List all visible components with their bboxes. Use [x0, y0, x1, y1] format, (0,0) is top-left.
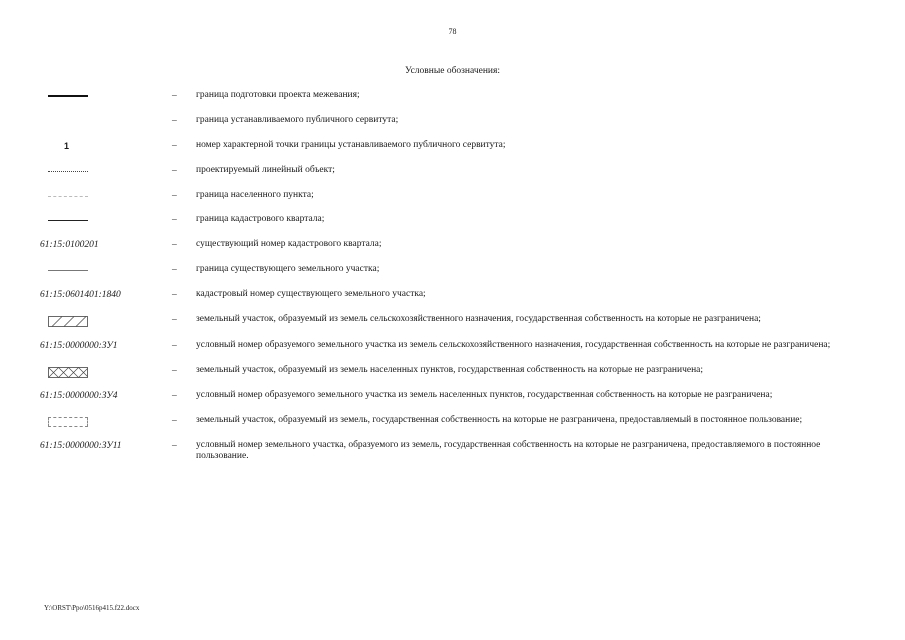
legend-description: условный номер образуемого земельного участка из земель сельскохозяйственного назначения, государственная собственность на которые не разграничена; [196, 340, 831, 350]
legend-dash: – [172, 265, 177, 275]
thick-solid-line-icon [48, 95, 88, 97]
legend-description: кадастровый номер существующего земельного участка; [196, 289, 426, 299]
legend-row-public-servitude [0, 115, 905, 139]
legend-row-settlement-boundary [0, 190, 905, 214]
legend-dash: – [172, 416, 177, 426]
legend-row-settlement-plot-number [0, 390, 905, 414]
legend-description: граница населенного пункта; [196, 190, 314, 200]
legend-dash: – [172, 141, 177, 151]
legend-description: земельный участок, образуемый из земель населенных пунктов, государственная собственность на которые не разграничена; [196, 365, 704, 375]
zu4-symbol: 61:15:0000000:ЗУ4 [40, 391, 118, 401]
page-number: 78 [448, 27, 457, 36]
legend-row-boundary-project [0, 90, 905, 114]
cross-hatch-icon [48, 367, 88, 378]
dashed-rectangle-icon [48, 417, 88, 427]
legend-title-text: Условные обозначения: [404, 66, 500, 76]
point-number-symbol: 1 [64, 141, 70, 151]
solid-line-icon [48, 220, 88, 221]
legend-description: граница подготовки проекта межевания; [196, 90, 360, 100]
legend-row-permanent-use-plot [0, 415, 905, 439]
legend-dash: – [172, 191, 177, 201]
legend-dash: – [172, 315, 177, 325]
legend-row-settlement-plot [0, 365, 905, 389]
legend-description: номер характерной точки границы устанавливаемого публичного сервитута; [196, 140, 506, 150]
legend-dash: – [172, 341, 177, 351]
legend-title [0, 66, 905, 76]
legend-row-existing-plot-number [0, 289, 905, 313]
legend-row-point-number [0, 140, 905, 164]
legend-description: условный номер образуемого земельного участка из земель населенных пунктов, государственная собственность на которые не разграничена; [196, 390, 773, 400]
legend-description: существующий номер кадастрового квартала; [196, 239, 382, 249]
file-path-footer: Y:\ORST\Ppo\0516p415.f22.docx [44, 604, 140, 612]
legend-description: земельный участок, образуемый из земель, государственная собственность на которые не разграничена, предоставляемый в постоянное пользование; [196, 415, 803, 425]
legend-row-cadastral-quarter-number [0, 239, 905, 263]
legend-row-existing-plot-boundary [0, 264, 905, 288]
zu11-symbol: 61:15:0000000:ЗУ11 [40, 441, 122, 451]
legend-row-agricultural-plot-number [0, 340, 905, 364]
legend-row-permanent-use-plot-number [0, 440, 905, 464]
existing-plot-symbol: 61:15:0601401:1840 [40, 290, 121, 300]
legend-description: земельный участок, образуемый из земель сельскохозяйственного назначения, государственная собственность на которые не разграничена; [196, 314, 761, 324]
legend-row-linear-object [0, 165, 905, 189]
legend-description: граница кадастрового квартала; [196, 214, 325, 224]
legend-description: граница существующего земельного участка; [196, 264, 380, 274]
legend-description: проектируемый линейный объект; [196, 165, 335, 175]
legend-description: условный номер земельного участка, образуемого из земель, государственная собственность на которые не разграничена, предоставляемого в постоянное пользование. [196, 440, 821, 461]
cadastral-quarter-symbol: 61:15:0100201 [40, 240, 99, 250]
zu1-symbol: 61:15:0000000:ЗУ1 [40, 341, 118, 351]
diagonal-hatch-icon [48, 316, 88, 327]
legend-dash: – [172, 91, 177, 101]
legend-dash: – [172, 215, 177, 225]
legend-row-cadastral-quarter-boundary [0, 214, 905, 238]
legend-dash: – [172, 391, 177, 401]
legend-description: граница устанавливаемого публичного сервитута; [196, 115, 399, 125]
legend-dash: – [172, 290, 177, 300]
dotted-line-icon [48, 171, 88, 172]
legend-dash: – [172, 116, 177, 126]
legend-dash: – [172, 441, 177, 451]
legend-dash: – [172, 366, 177, 376]
thin-line-icon [48, 270, 88, 271]
legend-dash: – [172, 166, 177, 176]
legend-dash: – [172, 240, 177, 250]
legend-row-agricultural-plot [0, 314, 905, 338]
dash-dot-line-icon [48, 196, 88, 197]
